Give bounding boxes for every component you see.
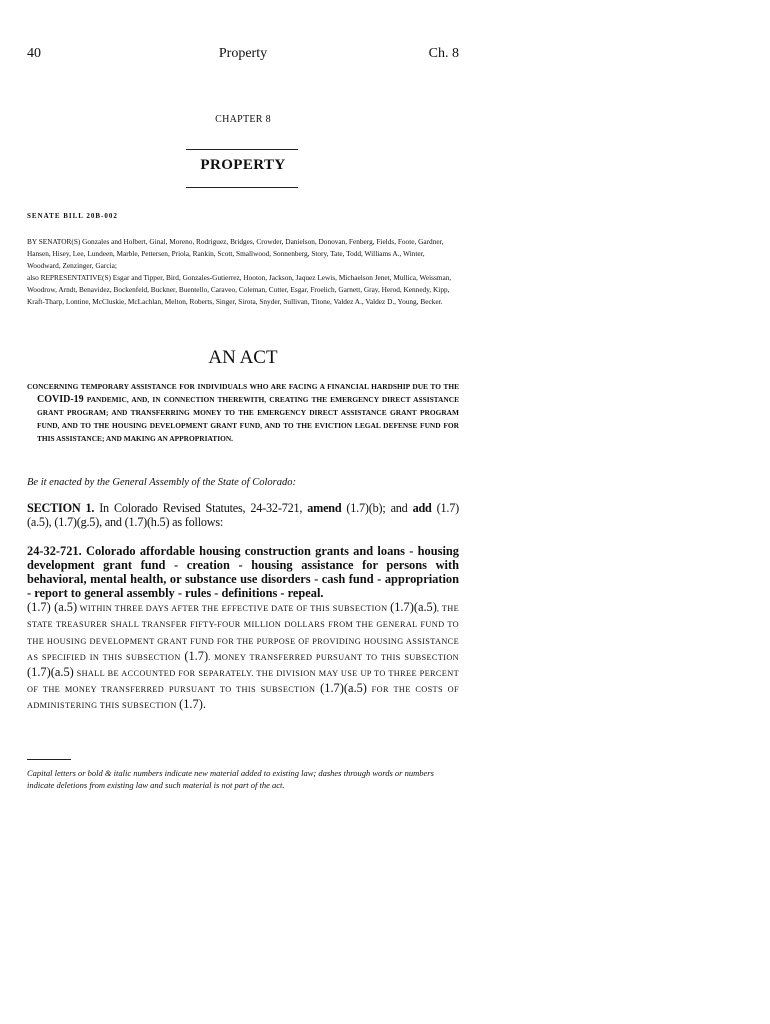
running-head-title: Property xyxy=(218,46,268,61)
concerning-part-1: CONCERNING TEMPORARY ASSISTANCE FOR INDIVIDUALS WHO ARE FACING A FINANCIAL HARDSHIP DUE TO THE xyxy=(27,382,459,391)
running-head-chapter: Ch. 8 xyxy=(428,46,459,61)
statute-ref-6: (1.7). xyxy=(179,696,206,711)
chapter-title: PROPERTY xyxy=(200,157,286,173)
bill-number: SENATE BILL 20B-002 xyxy=(27,212,118,220)
house-sponsors: also REPRESENTATIVE(S) Esgar and Tipper, Bird, Gonzales-Gutierrez, Hooton, Jackson, Jaquez Lewis, Michaelson Jenet, Mullica, Weissman, Woodrow, Arndt, Benavidez, Bockenfeld, Buckner, Buentello, Caraveo, Coleman, Cutter, Esgar, Froelich, Garnett, Gray, Herod, Kennedy, Kipp, Kraft-Tharp, Lontine, McCluskie, McLachlan, Melton, Roberts, Singer, Sirota, Snyder, Sullivan, Titone, Valdez A., Valdez D., Young, Becker. xyxy=(27,273,452,307)
concerning-covid: COVID-19 xyxy=(37,394,84,405)
statute-ref-3: (1.7) xyxy=(184,648,209,663)
section-1-label: SECTION 1. xyxy=(27,501,95,515)
statute-text-1: WITHIN THREE DAYS AFTER THE EFFECTIVE DATE OF THIS SUBSECTION xyxy=(77,604,391,614)
statute-ref-4: (1.7)(a.5) xyxy=(27,664,74,679)
title-rule-top xyxy=(186,149,298,150)
section-1 xyxy=(27,501,459,529)
footnote: Capital letters or bold & italic numbers indicate new material added to existing law; dashes through words or numbers indicate deletions from existing law and such material is not part of the act. xyxy=(27,768,434,790)
section-1-add: add xyxy=(412,501,432,515)
act-title: AN ACT xyxy=(208,347,278,368)
page-number: 40 xyxy=(27,46,41,61)
statute-ref-1: (1.7) (a.5) xyxy=(27,600,78,615)
statute-text-4: SHALL BE ACCOUNTED FOR SEPARATELY. THE DIVISION MAY USE UP TO THREE PERCENT OF THE MONEY TRANSFERRED PURSUANT TO THIS SUBSECTION xyxy=(27,668,459,694)
statute-text-3: . MONEY TRANSFERRED PURSUANT TO THIS SUBSECTION xyxy=(208,652,460,662)
concerning-text xyxy=(27,380,459,445)
running-head xyxy=(27,46,459,66)
statute-heading: 24-32-721. Colorado affordable housing construction grants and loans - housing development grant fund - creation - housing assistance for persons with behavioral, mental health, or substance use disorders - cash fund - appropriation - report to general assembly - rules - definitions - repeal. xyxy=(27,544,459,601)
section-1-text-3: (1.7)(a.5), (1.7)(g.5), and (1.7)(h.5) as follows: xyxy=(27,501,459,529)
section-1-text-2: (1.7)(b); and xyxy=(341,501,413,515)
chapter-label: CHAPTER 8 xyxy=(215,114,271,125)
sponsors-block xyxy=(27,236,459,309)
statute-text-2: , THE STATE TREASURER SHALL TRANSFER FIFTY-FOUR MILLION DOLLARS FROM THE GENERAL FUND TO THE HOUSING DEVELOPMENT GRANT FUND FOR THE PURPOSE OF PROVIDING HOUSING ASSISTANCE AS SPECIFIED IN THIS SUBSECTION xyxy=(27,604,459,662)
statute-ref-5: (1.7)(a.5) xyxy=(320,680,367,695)
section-1-amend: amend xyxy=(307,501,342,515)
concerning-part-2: PANDEMIC, AND, IN CONNECTION THEREWITH, CREATING THE EMERGENCY DIRECT ASSISTANCE GRANT PROGRAM; AND TRANSFERRING MONEY TO THE EMERGENCY DIRECT ASSISTANCE GRANT PROGRAM FUND, AND TO THE HOUSING DEVELOPMENT GRANT FUND, AND TO THE EVICTION LEGAL DEFENSE FUND FOR THIS ASSISTANCE; AND MAKING AN APPROPRIATION. xyxy=(37,395,459,443)
statute-text xyxy=(27,544,459,713)
statute-ref-2: (1.7)(a.5) xyxy=(390,600,437,615)
act-concerning-clause xyxy=(27,380,459,445)
enacting-clause: Be it enacted by the General Assembly of the State of Colorado: xyxy=(27,477,296,488)
footnote-rule xyxy=(27,759,71,760)
senate-sponsors: BY SENATOR(S) Gonzales and Holbert, Ginal, Moreno, Rodriguez, Bridges, Crowder, Danielson, Donovan, Fenberg, Fields, Foote, Gardner, Hansen, Hisey, Lee, Lundeen, Marble, Pettersen, Priola, Rankin, Scott, Smallwood, Sonnenberg, Story, Tate, Todd, Williams A., Winter, Woodward, Zenzinger, Garcia; xyxy=(27,237,444,271)
section-1-text-1: In Colorado Revised Statutes, 24-32-721, xyxy=(94,501,308,515)
statute-text-5: FOR THE COSTS OF ADMINISTERING THIS SUBSECTION xyxy=(27,684,459,710)
title-rule-bottom xyxy=(186,187,298,188)
